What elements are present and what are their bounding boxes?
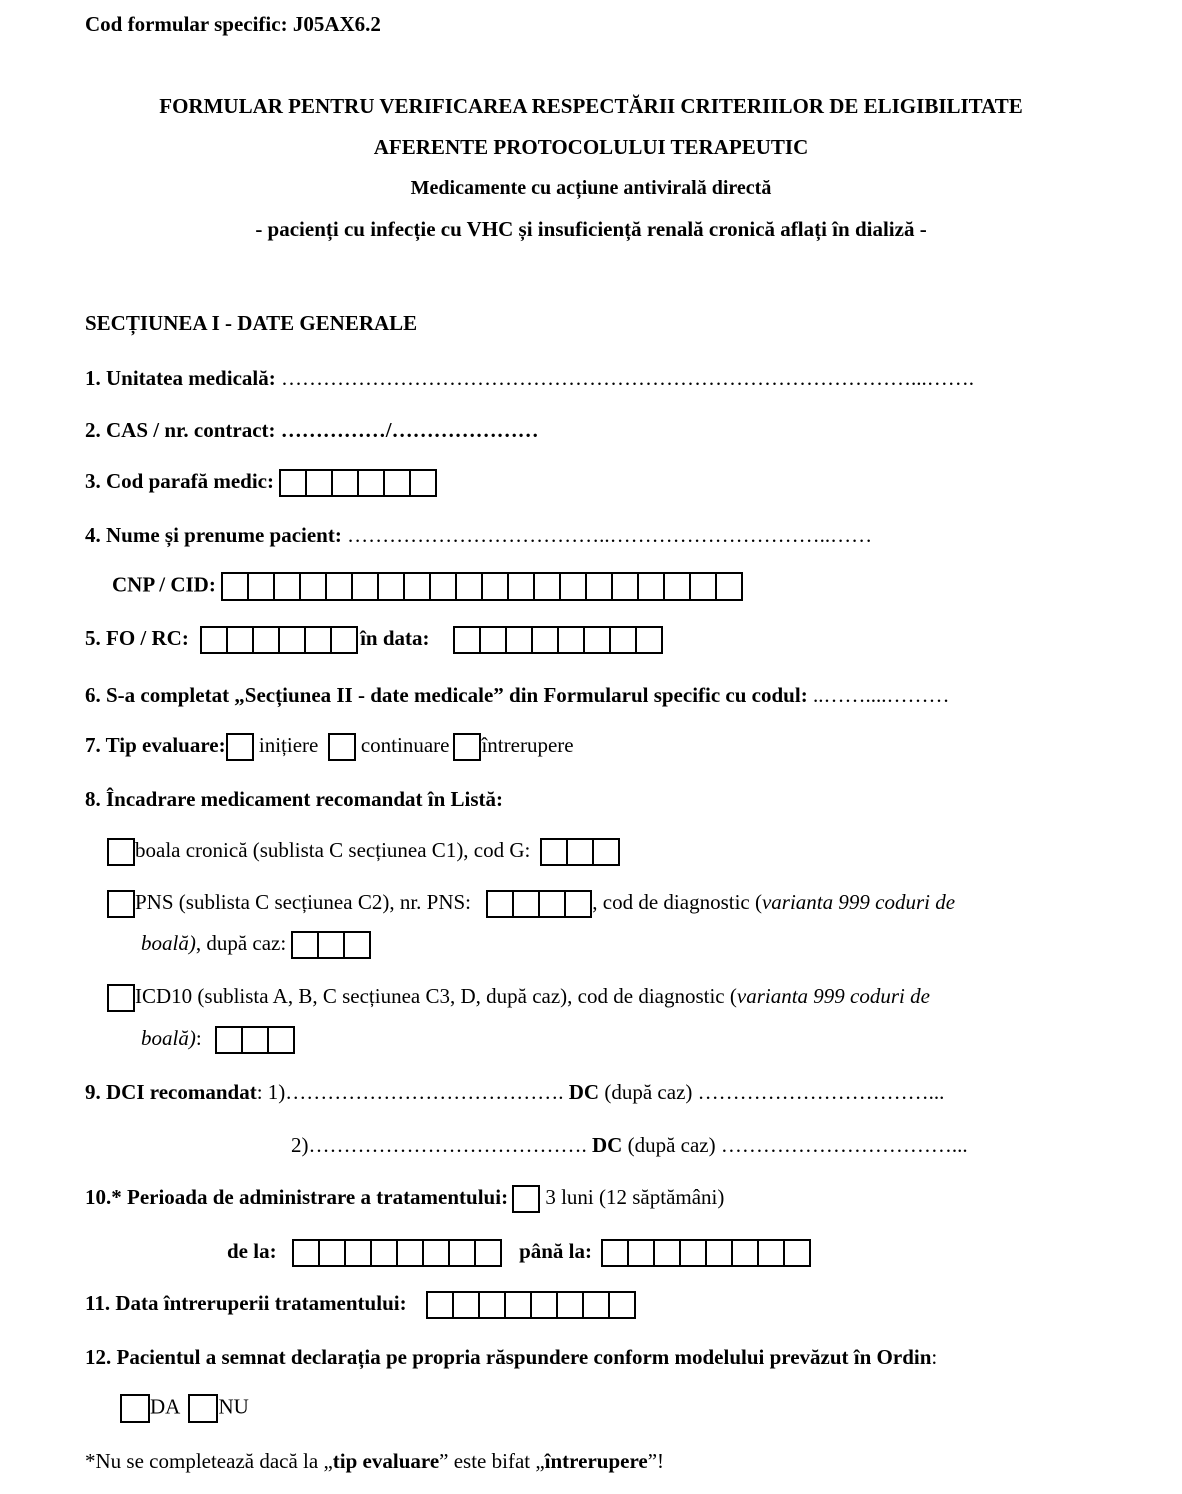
cnp-label: CNP / CID:: [112, 572, 216, 597]
cnp-boxes[interactable]: [221, 572, 743, 601]
title-line-1: FORMULAR PENTRU VERIFICAREA RESPECTĂRII CRITERIILOR DE ELIGIBILITATE: [159, 94, 1023, 118]
pns-boxes[interactable]: [486, 890, 592, 918]
continuare-checkbox[interactable]: [328, 733, 356, 761]
q5-label: 5. FO / RC:: [85, 625, 189, 650]
cod-g-boxes[interactable]: [540, 838, 620, 866]
de-la-boxes[interactable]: [292, 1239, 502, 1267]
icd10-variant: varianta 999 coduri de: [736, 983, 930, 1008]
q2-row: [85, 420, 539, 441]
pns-checkbox[interactable]: [107, 890, 135, 918]
q4-field[interactable]: ………………………………..…………………………..……: [341, 523, 873, 547]
intrerupere-date-boxes[interactable]: [426, 1291, 636, 1319]
q12-options: [120, 1394, 249, 1423]
cnp-row: [112, 572, 743, 601]
q10-label: 10.* Perioada de administrare a tratamentului:: [85, 1184, 509, 1209]
q7-label: 7. Tip evaluare:: [85, 732, 226, 757]
pana-la-boxes[interactable]: [601, 1239, 811, 1267]
initiere-checkbox[interactable]: [226, 733, 254, 761]
icd10-checkbox[interactable]: [107, 984, 135, 1012]
pns-diag-variant-2: boală): [141, 930, 196, 955]
dc-2-label: DC: [592, 1133, 623, 1157]
q6-field[interactable]: ..……....………: [807, 683, 950, 707]
da-checkbox[interactable]: [120, 1394, 150, 1423]
q7-row: [85, 733, 574, 761]
initiere-label: inițiere: [258, 732, 319, 757]
title-line-2: AFERENTE PROTOCOLULUI TERAPEUTIC: [373, 135, 809, 159]
dci-2-field[interactable]: 2)………………………………….: [291, 1133, 592, 1157]
dc-1-field[interactable]: (după caz) ……………………………...: [599, 1080, 945, 1104]
q3-row: [85, 469, 437, 497]
q1-field[interactable]: ………………………………………………………………………………...…….: [275, 366, 974, 390]
icd10-boxes[interactable]: [215, 1026, 295, 1054]
3-luni-checkbox[interactable]: [512, 1185, 540, 1213]
q8-label: 8. Încadrare medicament recomandat în Listă:: [85, 787, 504, 811]
footnote-a: *Nu se completează dacă la „: [85, 1449, 333, 1473]
footnote-b: tip evaluare: [332, 1449, 440, 1473]
q12-colon: :: [931, 1345, 938, 1369]
q4-row: [85, 525, 872, 546]
boala-cronica-checkbox[interactable]: [107, 838, 135, 866]
dc-1-label: DC: [568, 1080, 600, 1104]
section-title: SECȚIUNEA I - DATE GENERALE: [85, 311, 418, 335]
q6-row: [85, 685, 949, 706]
pana-la-label: până la:: [519, 1238, 593, 1263]
q5-date-label: în data:: [360, 625, 430, 650]
boala-cronica-label: boala cronică (sublista C secțiunea C1), cod G:: [135, 837, 531, 862]
intrerupere-checkbox[interactable]: [453, 733, 481, 761]
q3-label: 3. Cod parafă medic:: [85, 468, 274, 493]
q11-row: [85, 1291, 636, 1319]
dci-1-field[interactable]: : 1)………………………………….: [256, 1080, 569, 1104]
da-label: DA: [150, 1394, 180, 1419]
q8-opt3-row: [107, 984, 930, 1012]
title-line-3: Medicamente cu acțiune antivirală directă: [410, 177, 772, 199]
footnote-e: ”!: [647, 1449, 665, 1473]
de-la-label: de la:: [227, 1238, 277, 1263]
footnote-c: ” este bifat „: [439, 1449, 545, 1473]
q9-row-2: [291, 1135, 968, 1156]
footnote-d: întrerupere: [544, 1449, 648, 1473]
nu-checkbox[interactable]: [188, 1394, 218, 1423]
q12-row: [85, 1347, 937, 1368]
fo-rc-boxes[interactable]: [200, 626, 358, 654]
q1-row: [85, 368, 974, 389]
form-code: Cod formular specific: J05AX6.2: [85, 12, 381, 36]
pns-diag-boxes[interactable]: [291, 931, 371, 959]
intrerupere-label: întrerupere: [481, 732, 574, 757]
q10-row: [85, 1185, 724, 1213]
icd10-label: ICD10 (sublista A, B, C secțiunea C3, D, după caz), cod de diagnostic (: [135, 983, 737, 1008]
cod-parafa-boxes[interactable]: [279, 469, 437, 497]
q10-dates-row: [227, 1239, 811, 1267]
q4-label: 4. Nume și prenume pacient:: [85, 523, 342, 547]
q6-label: 6. S-a completat „Secțiunea II - date medicale” din Formularul specific cu codul:: [85, 683, 808, 707]
3-luni-label: 3 luni (12 săptămâni): [545, 1184, 725, 1209]
footnote: [85, 1451, 664, 1472]
q1-label: 1. Unitatea medicală:: [85, 366, 276, 390]
q8-opt2-row: [107, 890, 955, 918]
q8-opt3-row-2: [141, 1026, 295, 1054]
icd10-colon: :: [195, 1025, 202, 1050]
pns-diag-variant: varianta 999 coduri de: [761, 889, 956, 914]
q5-row: [85, 626, 663, 654]
pns-diag-label: , cod de diagnostic (: [592, 889, 762, 914]
q8-opt2-row-2: [141, 931, 371, 959]
q8-opt1-row: [107, 838, 620, 866]
dc-2-field[interactable]: (după caz) ……………………………...: [622, 1133, 968, 1157]
pns-label: PNS (sublista C secțiunea C2), nr. PNS:: [135, 889, 472, 914]
q9-label: 9. DCI recomandat: [85, 1080, 257, 1104]
q12-label: 12. Pacientul a semnat declarația pe propria răspundere conform modelului prevăzut în Ordin: [85, 1345, 932, 1369]
continuare-label: continuare: [360, 732, 450, 757]
q2-field[interactable]: ……………/…………………: [275, 418, 539, 442]
pns-diag-after: , după caz:: [195, 930, 287, 955]
q9-row-1: [85, 1082, 944, 1103]
q5-date-boxes[interactable]: [453, 626, 663, 654]
icd10-variant-2: boală): [141, 1025, 196, 1050]
nu-label: NU: [218, 1394, 249, 1419]
q2-label: 2. CAS / nr. contract:: [85, 418, 276, 442]
title-line-4: - pacienți cu infecție cu VHC și insuficiență renală cronică aflați în dializă -: [255, 217, 927, 241]
q11-label: 11. Data întreruperii tratamentului:: [85, 1290, 407, 1315]
